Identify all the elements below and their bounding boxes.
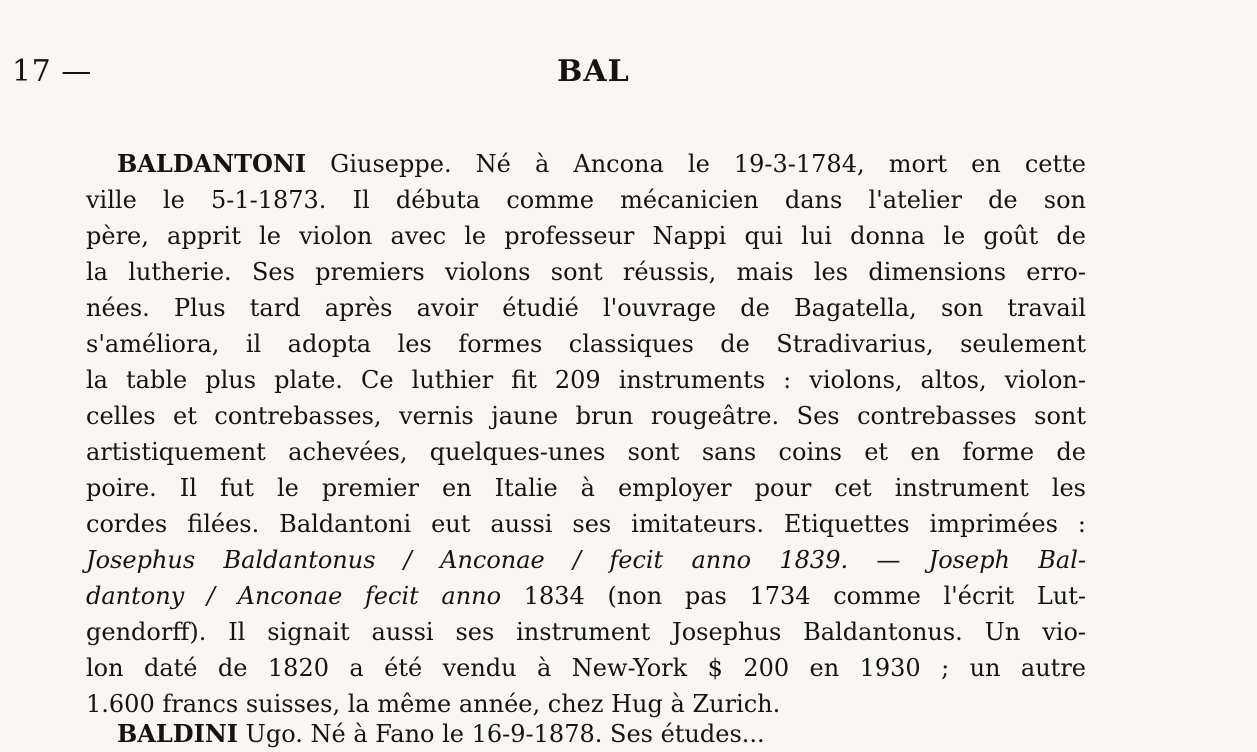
line-text: 1834 (non pas 1734 comme l'écrit Lut- — [501, 582, 1086, 610]
line-text: Giuseppe. Né à Ancona le 19-3-1784, mort en cette — [306, 150, 1086, 178]
label-inscription: dantony / Anconae fecit anno — [86, 582, 502, 610]
dictionary-entry — [86, 146, 1086, 722]
text-line — [86, 146, 1086, 182]
text-line — [86, 362, 1086, 398]
text-line — [86, 218, 1086, 254]
text-line — [86, 434, 1086, 470]
next-entry-text: Ugo. Né à Fano le 16-9-1878. Ses études... — [237, 720, 765, 748]
text-line — [86, 506, 1086, 542]
next-entry-cut-line — [117, 716, 1087, 748]
line-text: s'améliora, il adopta les formes classiques de Stradivarius, seulement — [86, 330, 1086, 358]
line-text: nées. Plus tard après avoir étudié l'ouvrage de Bagatella, son travail — [86, 294, 1086, 322]
text-line — [86, 614, 1086, 650]
page-header: BAL — [557, 54, 630, 89]
text-line — [86, 398, 1086, 434]
line-text: cordes filées. Baldantoni eut aussi ses imitateurs. Etiquettes imprimées : — [86, 510, 1086, 538]
page-number: 17 — — [12, 54, 92, 89]
line-text: lon daté de 1820 a été vendu à New-York $ 200 en 1930 ; un autre — [86, 654, 1086, 682]
text-line — [86, 578, 1086, 614]
line-text: la lutherie. Ses premiers violons sont réussis, mais les dimensions erro- — [86, 258, 1086, 286]
text-line — [86, 182, 1086, 218]
line-text: père, apprit le violon avec le professeur Nappi qui lui donna le goût de — [86, 222, 1086, 250]
text-line — [86, 290, 1086, 326]
text-line — [86, 650, 1086, 686]
line-text: artistiquement achevées, quelques-unes sont sans coins et en forme de — [86, 438, 1086, 466]
line-text: 1.600 francs suisses, la même année, chez Hug à Zurich. — [86, 690, 781, 718]
text-line — [86, 542, 1086, 578]
text-line — [86, 254, 1086, 290]
line-text: celles et contrebasses, vernis jaune brun rougeâtre. Ses contrebasses sont — [86, 402, 1086, 430]
label-inscription: Josephus Baldantonus / Anconae / fecit anno 1839. — Joseph Bal- — [86, 546, 1086, 574]
line-text: la table plus plate. Ce luthier fit 209 instruments : violons, altos, violon- — [86, 366, 1086, 394]
line-text: ville le 5-1-1873. Il débuta comme mécanicien dans l'atelier de son — [86, 186, 1086, 214]
text-line — [86, 326, 1086, 362]
text-line — [86, 470, 1086, 506]
line-text: gendorff). Il signait aussi ses instrument Josephus Baldantonus. Un vio- — [86, 618, 1086, 646]
entry-headword: BALDANTONI — [117, 149, 307, 178]
line-text: poire. Il fut le premier en Italie à employer pour cet instrument les — [86, 474, 1086, 502]
next-entry-head: BALDINI — [117, 719, 238, 748]
